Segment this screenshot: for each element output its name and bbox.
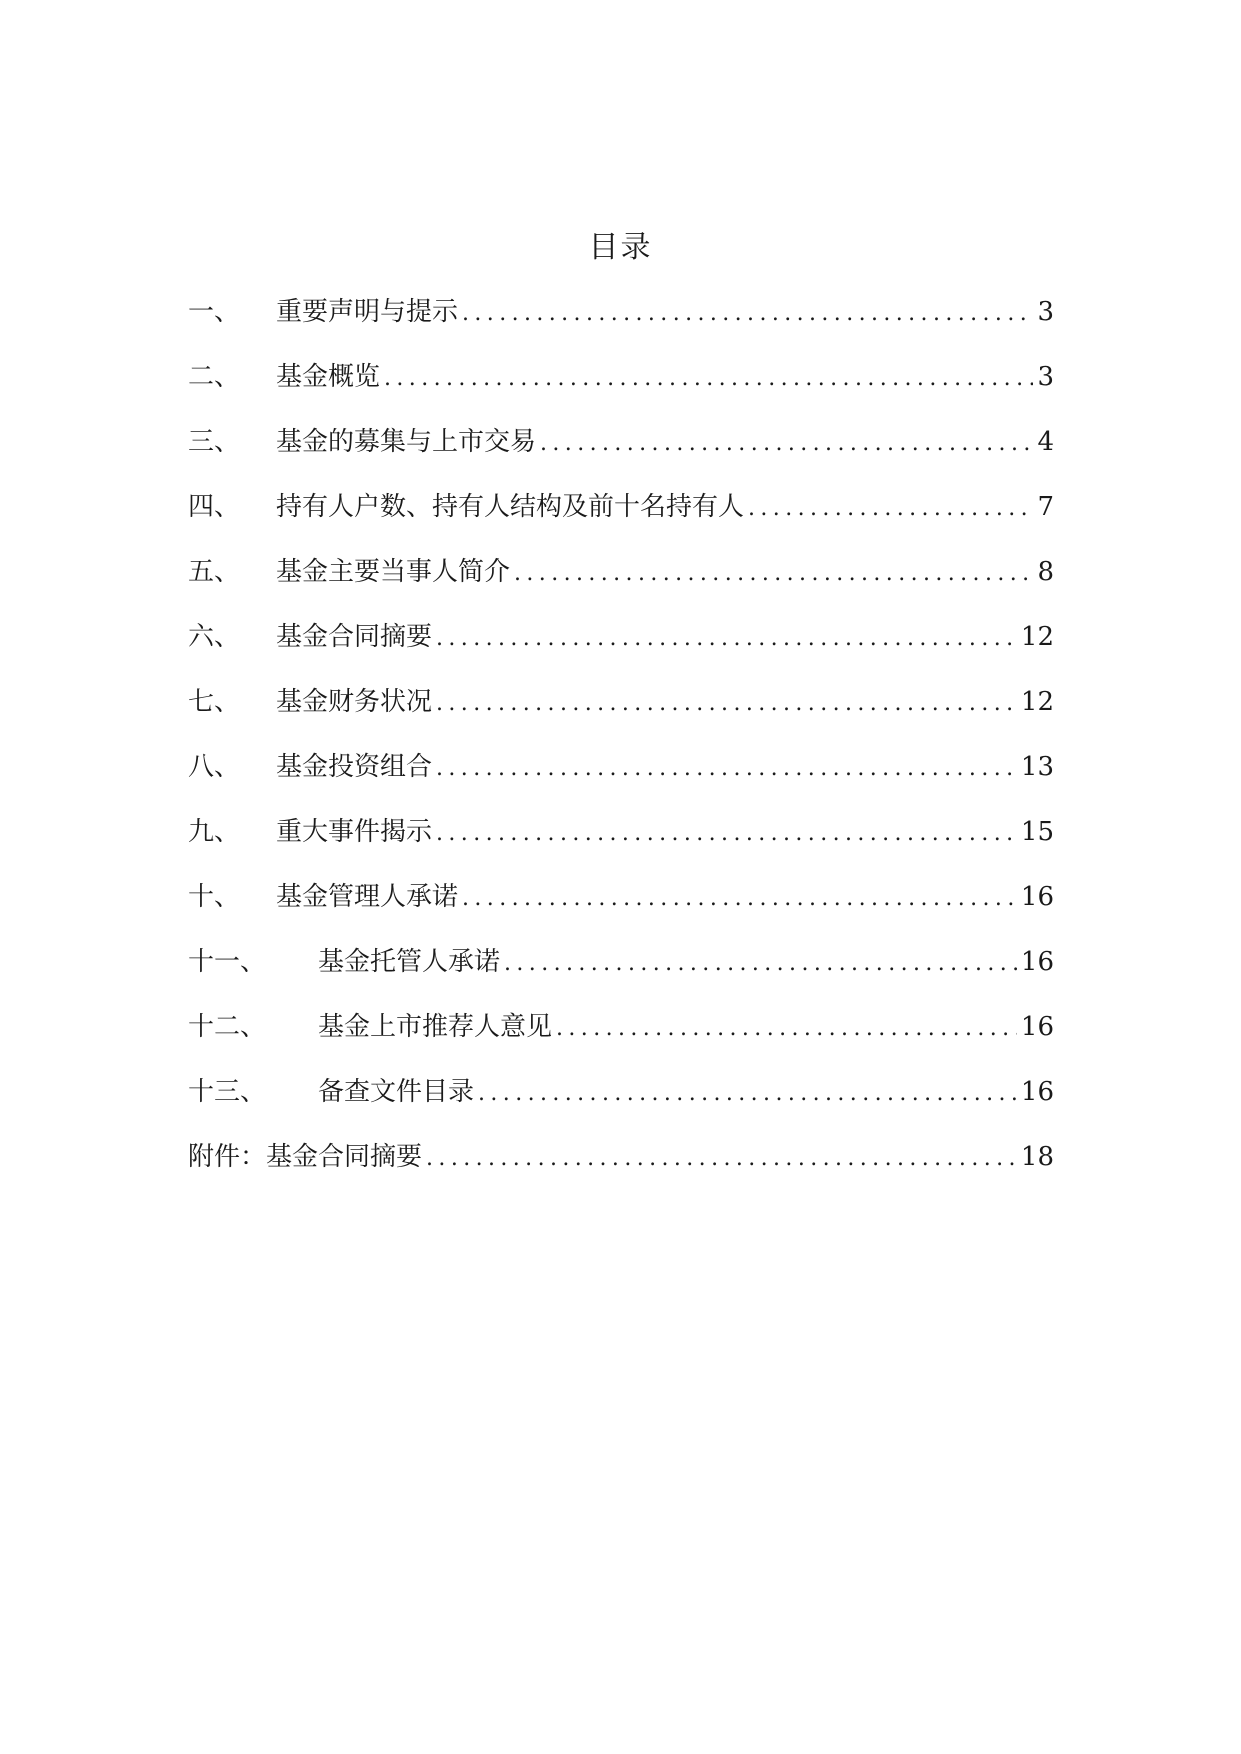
toc-entry-number: 四、 xyxy=(188,492,241,522)
toc-entry-number: 十一、 xyxy=(188,947,267,977)
dot-leader xyxy=(436,619,1017,659)
table-of-contents xyxy=(188,292,1054,1202)
toc-entry[interactable] xyxy=(188,1137,1054,1202)
dot-leader xyxy=(436,684,1017,724)
dot-leader xyxy=(748,489,1033,529)
toc-entry-page: 16 xyxy=(1020,1012,1054,1042)
dot-leader xyxy=(462,294,1033,334)
toc-entry-page: 12 xyxy=(1020,622,1054,652)
toc-entry-number: 附件： xyxy=(188,1142,267,1172)
toc-entry-number: 十、 xyxy=(188,882,241,912)
toc-entry[interactable] xyxy=(188,487,1054,552)
toc-entry-page: 12 xyxy=(1020,687,1054,717)
toc-entry-title: 备查文件目录 xyxy=(318,1077,475,1107)
toc-entry-title: 基金主要当事人简介 xyxy=(276,557,511,587)
toc-entry-page: 3 xyxy=(1037,362,1054,392)
toc-entry[interactable] xyxy=(188,1007,1054,1072)
dot-leader xyxy=(556,1009,1017,1049)
toc-entry-number: 十二、 xyxy=(188,1012,267,1042)
toc-entry-number: 三、 xyxy=(188,427,241,457)
toc-entry-title: 持有人户数、持有人结构及前十名持有人 xyxy=(276,492,745,522)
toc-entry-number: 五、 xyxy=(188,557,241,587)
toc-entry[interactable] xyxy=(188,747,1054,812)
dot-leader xyxy=(384,359,1033,399)
toc-entry[interactable] xyxy=(188,552,1054,617)
toc-entry-number: 八、 xyxy=(188,752,241,782)
page-title: 目录 xyxy=(588,230,653,265)
toc-entry-page: 4 xyxy=(1037,427,1054,457)
toc-entry[interactable] xyxy=(188,617,1054,682)
toc-entry-number: 一、 xyxy=(188,297,241,327)
toc-entry-title: 基金托管人承诺 xyxy=(318,947,501,977)
dot-leader xyxy=(478,1074,1017,1114)
toc-entry-page: 3 xyxy=(1037,297,1054,327)
toc-entry-number: 二、 xyxy=(188,362,241,392)
toc-entry[interactable] xyxy=(188,682,1054,747)
toc-entry-title: 基金概览 xyxy=(276,362,381,392)
toc-entry-page: 13 xyxy=(1020,752,1054,782)
dot-leader xyxy=(462,879,1017,919)
toc-entry-page: 18 xyxy=(1020,1142,1054,1172)
toc-entry-page: 16 xyxy=(1020,947,1054,977)
toc-entry[interactable] xyxy=(188,812,1054,877)
toc-entry-number: 六、 xyxy=(188,622,241,652)
toc-entry-page: 8 xyxy=(1037,557,1054,587)
toc-entry[interactable] xyxy=(188,422,1054,487)
toc-entry-title: 重大事件揭示 xyxy=(276,817,433,847)
dot-leader xyxy=(436,749,1017,789)
toc-entry[interactable] xyxy=(188,942,1054,1007)
toc-entry-number: 九、 xyxy=(188,817,241,847)
dot-leader xyxy=(436,814,1017,854)
toc-entry[interactable] xyxy=(188,1072,1054,1137)
toc-entry-page: 16 xyxy=(1020,1077,1054,1107)
toc-entry-number: 七、 xyxy=(188,687,241,717)
toc-entry-number: 十三、 xyxy=(188,1077,267,1107)
dot-leader xyxy=(540,424,1033,464)
dot-leader xyxy=(426,1139,1017,1179)
toc-entry[interactable] xyxy=(188,357,1054,422)
toc-entry-title: 基金财务状况 xyxy=(276,687,433,717)
dot-leader xyxy=(504,944,1017,984)
toc-entry-title: 基金合同摘要 xyxy=(276,622,433,652)
toc-entry-title: 基金投资组合 xyxy=(276,752,433,782)
dot-leader xyxy=(514,554,1033,594)
toc-entry-title: 基金上市推荐人意见 xyxy=(318,1012,553,1042)
toc-entry[interactable] xyxy=(188,292,1054,357)
toc-entry-title: 重要声明与提示 xyxy=(276,297,459,327)
toc-entry-page: 7 xyxy=(1037,492,1054,522)
toc-entry-page: 16 xyxy=(1020,882,1054,912)
toc-entry[interactable] xyxy=(188,877,1054,942)
toc-entry-title: 基金合同摘要 xyxy=(266,1142,423,1172)
toc-entry-title: 基金管理人承诺 xyxy=(276,882,459,912)
toc-entry-title: 基金的募集与上市交易 xyxy=(276,427,537,457)
toc-entry-page: 15 xyxy=(1020,817,1054,847)
